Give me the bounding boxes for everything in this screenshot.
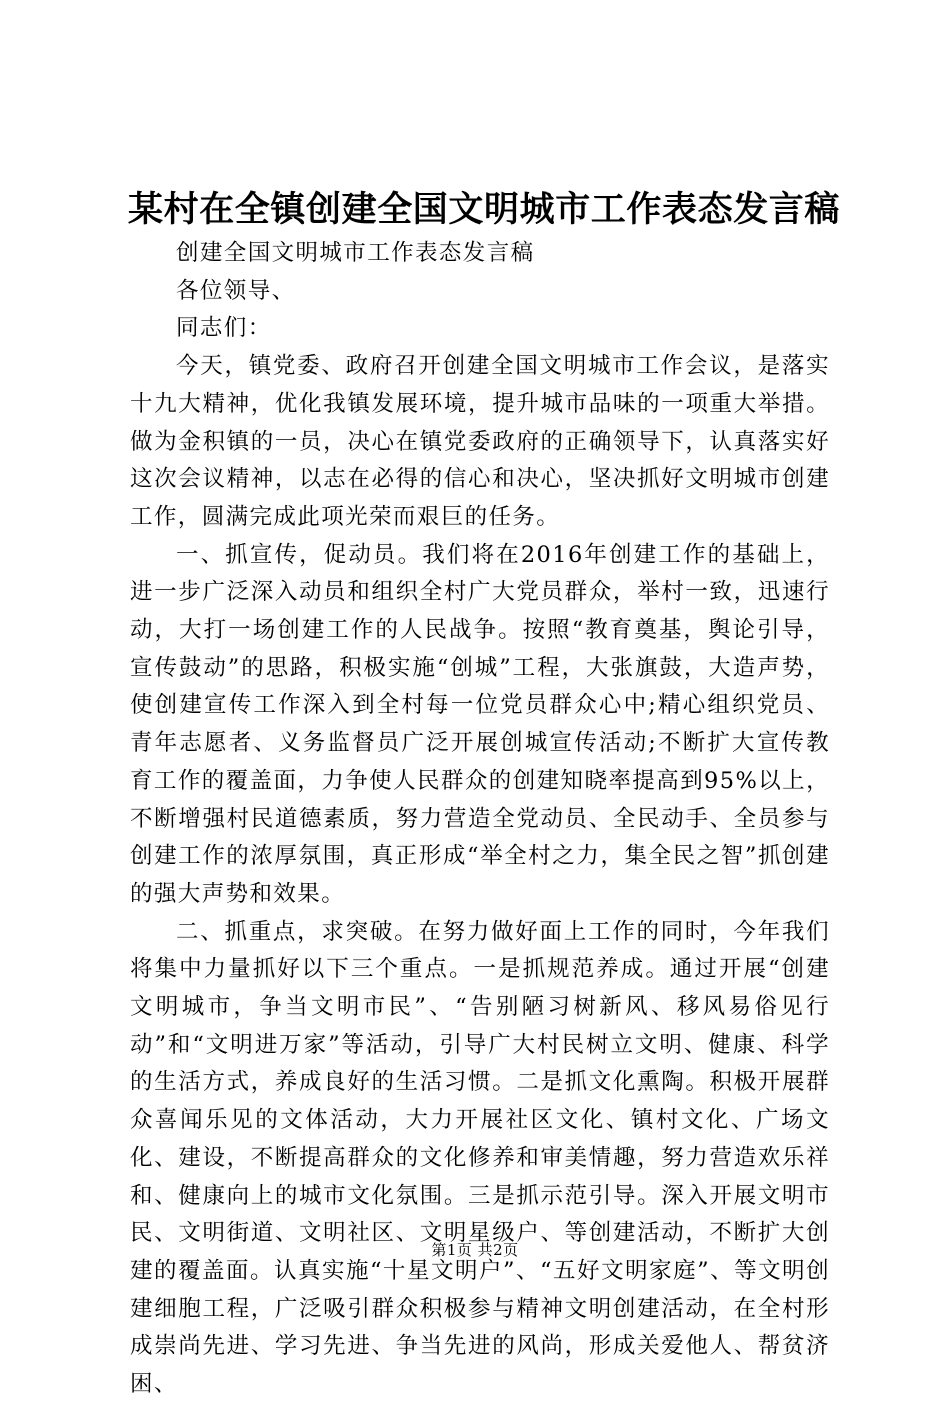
document-body bbox=[130, 235, 830, 1404]
section-one-paragraph: 一、抓宣传，促动员。我们将在2016年创建工作的基础上，进一步广泛深入动员和组织全村广大党员群众，举村一致，迅速行动，大打一场创建工作的人民战争。按照“教育奠基，舆论引导，宣传鼓动”的思路，积极实施“创城”工程，大张旗鼓，大造声势，使创建宣传工作深入到全村每一位党员群众心中;精心组织党员、青年志愿者、义务监督员广泛开展创城宣传活动;不断扩大宣传教育工作的覆盖面，力争使人民群众的创建知晓率提高到95%以上，不断增强村民道德素质，努力营造全党动员、全民动手、全员参与创建工作的浓厚氛围，真正形成“举全村之力，集全民之智”抓创建的强大声势和效果。 bbox=[130, 541, 830, 907]
document-title: 某村在全镇创建全国文明城市工作表态发言稿 bbox=[128, 190, 841, 230]
section-two-paragraph: 二、抓重点，求突破。在努力做好面上工作的同时，今年我们将集中力量抓好以下三个重点。一是抓规范养成。通过开展“创建文明城市，争当文明市民”、“告别陋习树新风、移风易俗见行动”和“文明进万家”等活动，引导广大村民树立文明、健康、科学的生活方式，养成良好的生活习惯。二是抓文化熏陶。积极开展群众喜闻乐见的文体活动，大力开展社区文化、镇村文化、广场文化、建设，不断提高群众的文化修养和审美情趣，努力营造欢乐祥和、健康向上的城市文化氛围。三是抓示范引导。深入开展文明市民、文明街道、文明社区、文明星级户、等创建活动，不断扩大创建的覆盖面。认真实施“十星文明户”、“五好文明家庭”、等文明创建细胞工程，广泛吸引群众积极参与精神文明创建活动，在全村形成崇尚先进、学习先进、争当先进的风尚，形成关爱他人、帮贫济困、 bbox=[130, 918, 830, 1398]
salutation-comrades: 同志们： bbox=[176, 315, 272, 342]
subtitle-paragraph: 创建全国文明城市工作表态发言稿 bbox=[176, 240, 535, 266]
intro-paragraph: 今天，镇党委、政府召开创建全国文明城市工作会议，是落实十九大精神，优化我镇发展环境，提升城市品味的一项重大举措。做为金积镇的一员，决心在镇党委政府的正确领导下，认真落实好这次会议精神，以志在必得的信心和决心，坚决抓好文明城市创建工作，圆满完成此项光荣而艰巨的任务。 bbox=[130, 353, 830, 530]
page-number-footer: 第1页 共2页 bbox=[431, 1241, 519, 1259]
salutation-leaders: 各位领导、 bbox=[176, 277, 296, 304]
